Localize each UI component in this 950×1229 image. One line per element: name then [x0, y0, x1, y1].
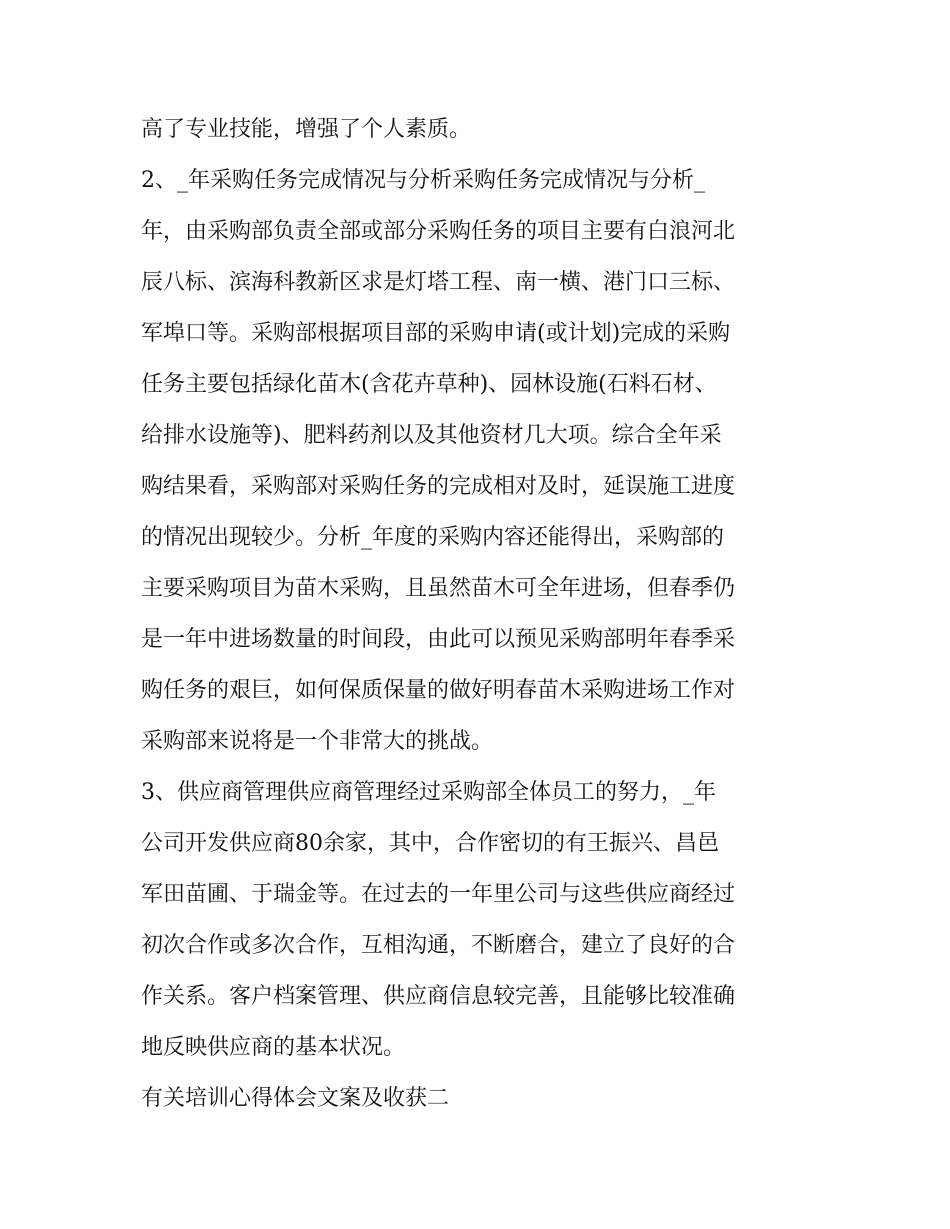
text-line: 任务主要包括绿化苗木(含花卉草种)、园林设施(石料石材、 [141, 372, 717, 397]
text-line: 给排水设施等)、肥料药剂以及其他资材几大项。综合全年采 [141, 423, 722, 448]
text-line: 是一年中进场数量的时间段，由此可以预见采购部明年春季采 [141, 627, 736, 652]
text-line: 采购部来说将是一个非常大的挑战。 [141, 729, 494, 754]
text-line: 购任务的艰巨，如何保质保量的做好明春苗木采购进场工作对 [141, 678, 736, 703]
text-line: 高了专业技能，增强了个人素质。 [141, 117, 472, 142]
section-title-line: 有关培训心得体会文案及收获二 [141, 1086, 450, 1111]
text-line: 年，由采购部负责全部或部分采购任务的项目主要有白浪河北 [141, 219, 736, 244]
text-line: 地反映供应商的基本状况。 [141, 1035, 406, 1060]
text-line: 军田苗圃、于瑞金等。在过去的一年里公司与这些供应商经过 [141, 882, 736, 907]
text-line: 公司开发供应商80余家，其中，合作密切的有王振兴、昌邑 [141, 831, 719, 856]
text-line: 辰八标、滨海科教新区求是灯塔工程、南一横、港门口三标、 [141, 270, 736, 295]
text-line: 的情况出现较少。分析_年度的采购内容还能得出，采购部的 [141, 525, 725, 550]
section-2-heading-line: 2、_年采购任务完成情况与分析采购任务完成情况与分析_ [141, 168, 705, 193]
text-line: 军埠口等。采购部根据项目部的采购申请(或计划)完成的采购 [141, 321, 731, 346]
section-3-heading-line: 3、供应商管理供应商管理经过采购部全体员工的努力，_年 [141, 780, 716, 805]
document-body [141, 108, 831, 1128]
text-line: 主要采购项目为苗木采购，且虽然苗木可全年进场，但春季仍 [141, 576, 736, 601]
text-line: 购结果看，采购部对采购任务的完成相对及时，延误施工进度 [141, 474, 736, 499]
text-line: 作关系。客户档案管理、供应商信息较完善，且能够比较准确 [141, 984, 736, 1009]
text-line: 初次合作或多次合作，互相沟通，不断磨合，建立了良好的合 [141, 933, 736, 958]
